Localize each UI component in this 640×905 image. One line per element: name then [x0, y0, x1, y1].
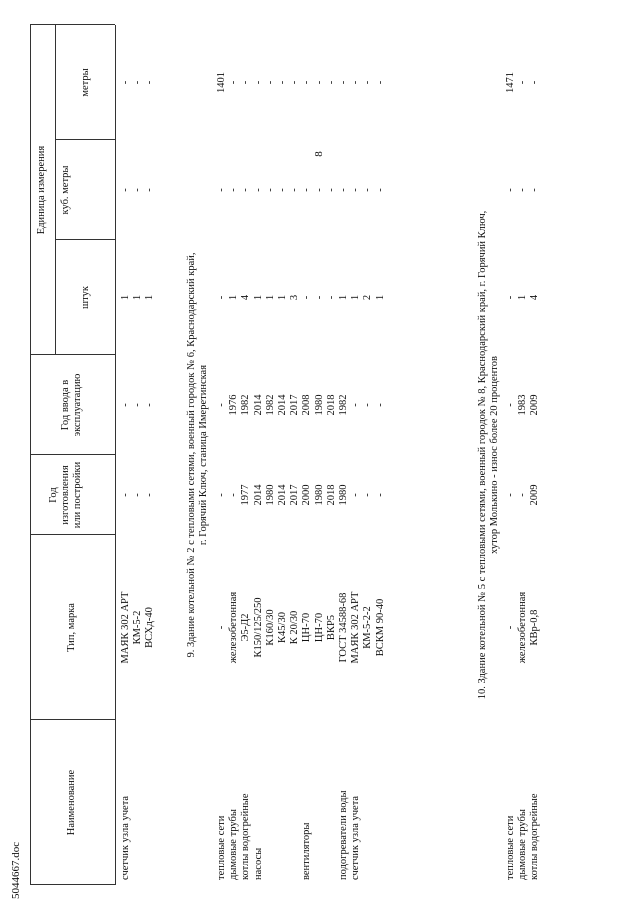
table-row-made-cell: 1980 — [264, 484, 276, 506]
table-row-made-cell: - — [228, 493, 240, 497]
table-row-name-cell: счетчик узла учета — [350, 795, 362, 880]
table-row-made-cell: - — [144, 493, 155, 497]
header-unit: Единица измерения — [36, 145, 47, 235]
table-row-type-cell: ВСКМ 90-40 — [374, 598, 386, 657]
table-row-input-cell: - — [362, 403, 374, 407]
table-row-pcs-cell: 1 — [228, 294, 240, 301]
table-row-m-cell: - — [277, 80, 288, 85]
table-row-pcs-cell: 3 — [289, 294, 301, 301]
table-row-pcs-cell: 1 — [517, 294, 528, 301]
table-row-name-cell: насосы — [252, 847, 264, 880]
table-row-pcs-cell: 1 — [144, 294, 155, 301]
table-row-type-cell: К160/30 — [264, 609, 276, 646]
table-row-input-cell: - — [132, 403, 143, 407]
table-row-type-cell: КМ-5-2-2 — [362, 606, 374, 649]
header-meters: метры — [80, 68, 91, 97]
table-row-m-cell: - — [362, 80, 374, 85]
table-row-made-cell: - — [132, 493, 143, 497]
table-row-name-cell: дымовые трубы — [517, 809, 528, 880]
table-row-type-cell: ЦН-70 — [301, 612, 313, 643]
table-row-type-cell: - — [216, 625, 227, 630]
table-row-pcs-cell: 1 — [277, 294, 288, 301]
table-row-cub-cell: - — [120, 188, 131, 192]
table-row-m-cell: - — [132, 80, 143, 85]
table-row-m-cell: - — [120, 80, 131, 85]
table-row-pcs-cell: 1 — [338, 294, 349, 301]
table-row-type-cell: Э5-Д2 — [240, 613, 252, 642]
table-row-cub-cell: - — [216, 188, 227, 192]
table-row-type-cell: ВСХд-40 — [144, 607, 155, 648]
header-cubic: куб. метры — [60, 165, 71, 215]
section-heading-line: г. Горячий Ключ, станица Имеретинская — [198, 364, 209, 546]
table-row-made-cell: - — [374, 493, 386, 497]
header-pieces: штук — [80, 286, 91, 309]
table-row-input-cell: - — [350, 403, 362, 407]
table-row-m-cell: - — [289, 80, 301, 85]
table-row-input-cell: - — [505, 403, 516, 407]
table-row-m-cell: - — [240, 80, 252, 85]
table-row-input-cell: 2009 — [529, 394, 540, 416]
table-row-m-cell: - — [144, 80, 155, 85]
table-top-border — [30, 25, 31, 885]
table-row-name-cell: вентиляторы — [301, 822, 313, 880]
table-row-made-cell: - — [350, 493, 362, 497]
table-row-type-cell: МАЯК 302 АРТ — [350, 591, 362, 664]
table-row-input-cell: - — [144, 403, 155, 407]
table-row-pcs-cell: 1 — [350, 294, 362, 301]
table-row-cub-cell: - — [313, 188, 325, 192]
table-row-input-cell: 1982 — [338, 394, 349, 416]
table-row-type-cell: К 20/30 — [289, 610, 301, 645]
table-row-cub-cell: - — [505, 188, 516, 192]
table-row-input-cell: 2014 — [252, 394, 264, 416]
table-row-input-cell: 1982 — [264, 394, 276, 416]
table-row-name-cell: дымовые трубы — [228, 809, 240, 880]
table-row-m-cell: - — [301, 80, 313, 85]
table-row-type-cell: - — [505, 625, 516, 630]
table-row-type-cell: К45/30 — [277, 612, 288, 643]
table-row-pcs-cell: 1 — [120, 294, 131, 301]
table-row-made-cell: - — [216, 493, 227, 497]
table-row-type-cell: железобетонная — [228, 591, 240, 664]
table-row-cub-cell: - — [289, 188, 301, 192]
table-row-input-cell: 2014 — [277, 394, 288, 416]
table-row-input-cell: - — [120, 403, 131, 407]
table-row-m-cell: - — [313, 80, 325, 85]
table-row-m-cell: - — [228, 80, 240, 85]
table-row-pcs-cell: 4 — [529, 294, 540, 301]
table-row-type-cell: железобетонная — [517, 591, 528, 664]
table-row-pcs-cell: - — [301, 295, 313, 300]
unit-subheader-border — [55, 25, 56, 355]
table-row-m-cell: - — [252, 80, 264, 85]
table-row-cub-cell: - — [338, 188, 349, 192]
table-row-name-cell: счетчик узла учета — [120, 795, 131, 880]
table-row-m-cell: - — [338, 80, 349, 85]
table-row-made-cell: - — [362, 493, 374, 497]
table-row-cub-cell: - — [144, 188, 155, 192]
table-row-type-cell: МАЯК 302 АРТ — [120, 591, 131, 664]
table-row-cub-cell: - — [277, 188, 288, 192]
table-row-cub-cell: - — [228, 188, 240, 192]
table-row-input-cell: - — [216, 403, 227, 407]
table-row-name-cell: котлы водогрейные — [240, 793, 252, 880]
table-row-made-cell: 2014 — [252, 484, 264, 506]
table-row-pcs-cell: - — [216, 295, 227, 300]
table-row-pcs-cell: 1 — [374, 294, 386, 301]
table-row-cub-cell: - — [325, 188, 337, 192]
table-row-m-cell: 1471 — [505, 72, 516, 93]
table-row-name-cell: котлы водогрейные — [529, 793, 540, 880]
table-row-m-cell: - — [325, 80, 337, 85]
table-row-made-cell: 2017 — [289, 484, 301, 506]
header-year-input-1: Год ввода в — [60, 379, 71, 431]
table-row-type-cell: ВКР5 — [325, 614, 337, 641]
table-row-cub-cell: - — [350, 188, 362, 192]
header-type: Тип, марка — [66, 603, 77, 652]
table-row-made-cell: 2014 — [277, 484, 288, 506]
table-row-m-cell: - — [264, 80, 276, 85]
table-row-input-cell: 1983 — [517, 394, 528, 416]
table-row-cub-cell: - — [517, 188, 528, 192]
header-name: Наименование — [66, 769, 77, 836]
table-row-made-cell: 1980 — [313, 484, 325, 506]
table-row-cub-cell: - — [374, 188, 386, 192]
table-row-made-cell: 2009 — [529, 484, 540, 506]
table-row-cub-cell: - — [362, 188, 374, 192]
table-row-type-cell: К150/125/250 — [252, 597, 264, 658]
table-row-pcs-cell: 4 — [240, 294, 252, 301]
table-row-type-cell: ЦН-70 — [313, 612, 325, 643]
section-heading-line: 10. Здание котельной № 5 с тепловыми сетями, военный городок № 8, Краснодарский край, г. Горячий Ключ, — [477, 210, 488, 700]
table-row-name-cell: тепловые сети — [505, 815, 516, 880]
page-number: 8 — [312, 151, 325, 157]
table-row-made-cell: - — [120, 493, 131, 497]
table-row-m-cell: - — [350, 80, 362, 85]
table-row-made-cell: 2018 — [325, 484, 337, 506]
table-row-made-cell: 1980 — [338, 484, 349, 506]
table-row-input-cell: 2018 — [325, 394, 337, 416]
table-row-cub-cell: - — [240, 188, 252, 192]
table-row-pcs-cell: 2 — [362, 294, 374, 301]
section-heading-line: хутор Молькино - износ более 20 процентов — [489, 356, 500, 554]
table-row-pcs-cell: - — [313, 295, 325, 300]
header-year-input-2: эксплуатацию — [72, 373, 83, 437]
table-row-pcs-cell: 1 — [132, 294, 143, 301]
table-row-cub-cell: - — [529, 188, 540, 192]
table-row-name-cell: тепловые сети — [216, 815, 227, 880]
table-row-cub-cell: - — [132, 188, 143, 192]
table-row-pcs-cell: 1 — [252, 294, 264, 301]
table-row-made-cell: 2000 — [301, 484, 313, 506]
table-row-type-cell: ГОСТ 34588-68 — [338, 592, 349, 663]
table-row-type-cell: КВр-0,8 — [529, 609, 540, 646]
table-row-pcs-cell: 1 — [264, 294, 276, 301]
table-row-input-cell: 1976 — [228, 394, 240, 416]
table-row-input-cell: 2008 — [301, 394, 313, 416]
table-row-cub-cell: - — [264, 188, 276, 192]
table-row-m-cell: - — [517, 80, 528, 85]
footer-filename: 5044667.doc — [10, 841, 22, 899]
table-row-m-cell: - — [529, 80, 540, 85]
section-heading-line: 9. Здание котельной № 2 с тепловыми сетями, военный городок № 6, Краснодарский край, — [186, 252, 197, 658]
table-row-m-cell: - — [374, 80, 386, 85]
header-bottom-border — [115, 25, 116, 885]
header-year-made-3: или постройки — [72, 461, 83, 529]
table-row-pcs-cell: - — [325, 295, 337, 300]
table-row-made-cell: 1977 — [240, 484, 252, 506]
table-row-input-cell: - — [374, 403, 386, 407]
header-year-made-1: Год — [48, 487, 59, 503]
table-row-m-cell: 1401 — [216, 72, 227, 93]
table-row-input-cell: 1980 — [313, 394, 325, 416]
table-row-pcs-cell: - — [505, 295, 516, 300]
table-row-cub-cell: - — [301, 188, 313, 192]
table-row-type-cell: КМ-5-2 — [132, 610, 143, 645]
table-row-made-cell: - — [517, 493, 528, 497]
table-row-made-cell: - — [505, 493, 516, 497]
header-year-made-2: изготовления — [60, 465, 71, 525]
table-row-input-cell: 1982 — [240, 394, 252, 416]
table-row-cub-cell: - — [252, 188, 264, 192]
table-row-input-cell: 2017 — [289, 394, 301, 416]
table-row-name-cell: подогреватели воды — [338, 790, 349, 880]
